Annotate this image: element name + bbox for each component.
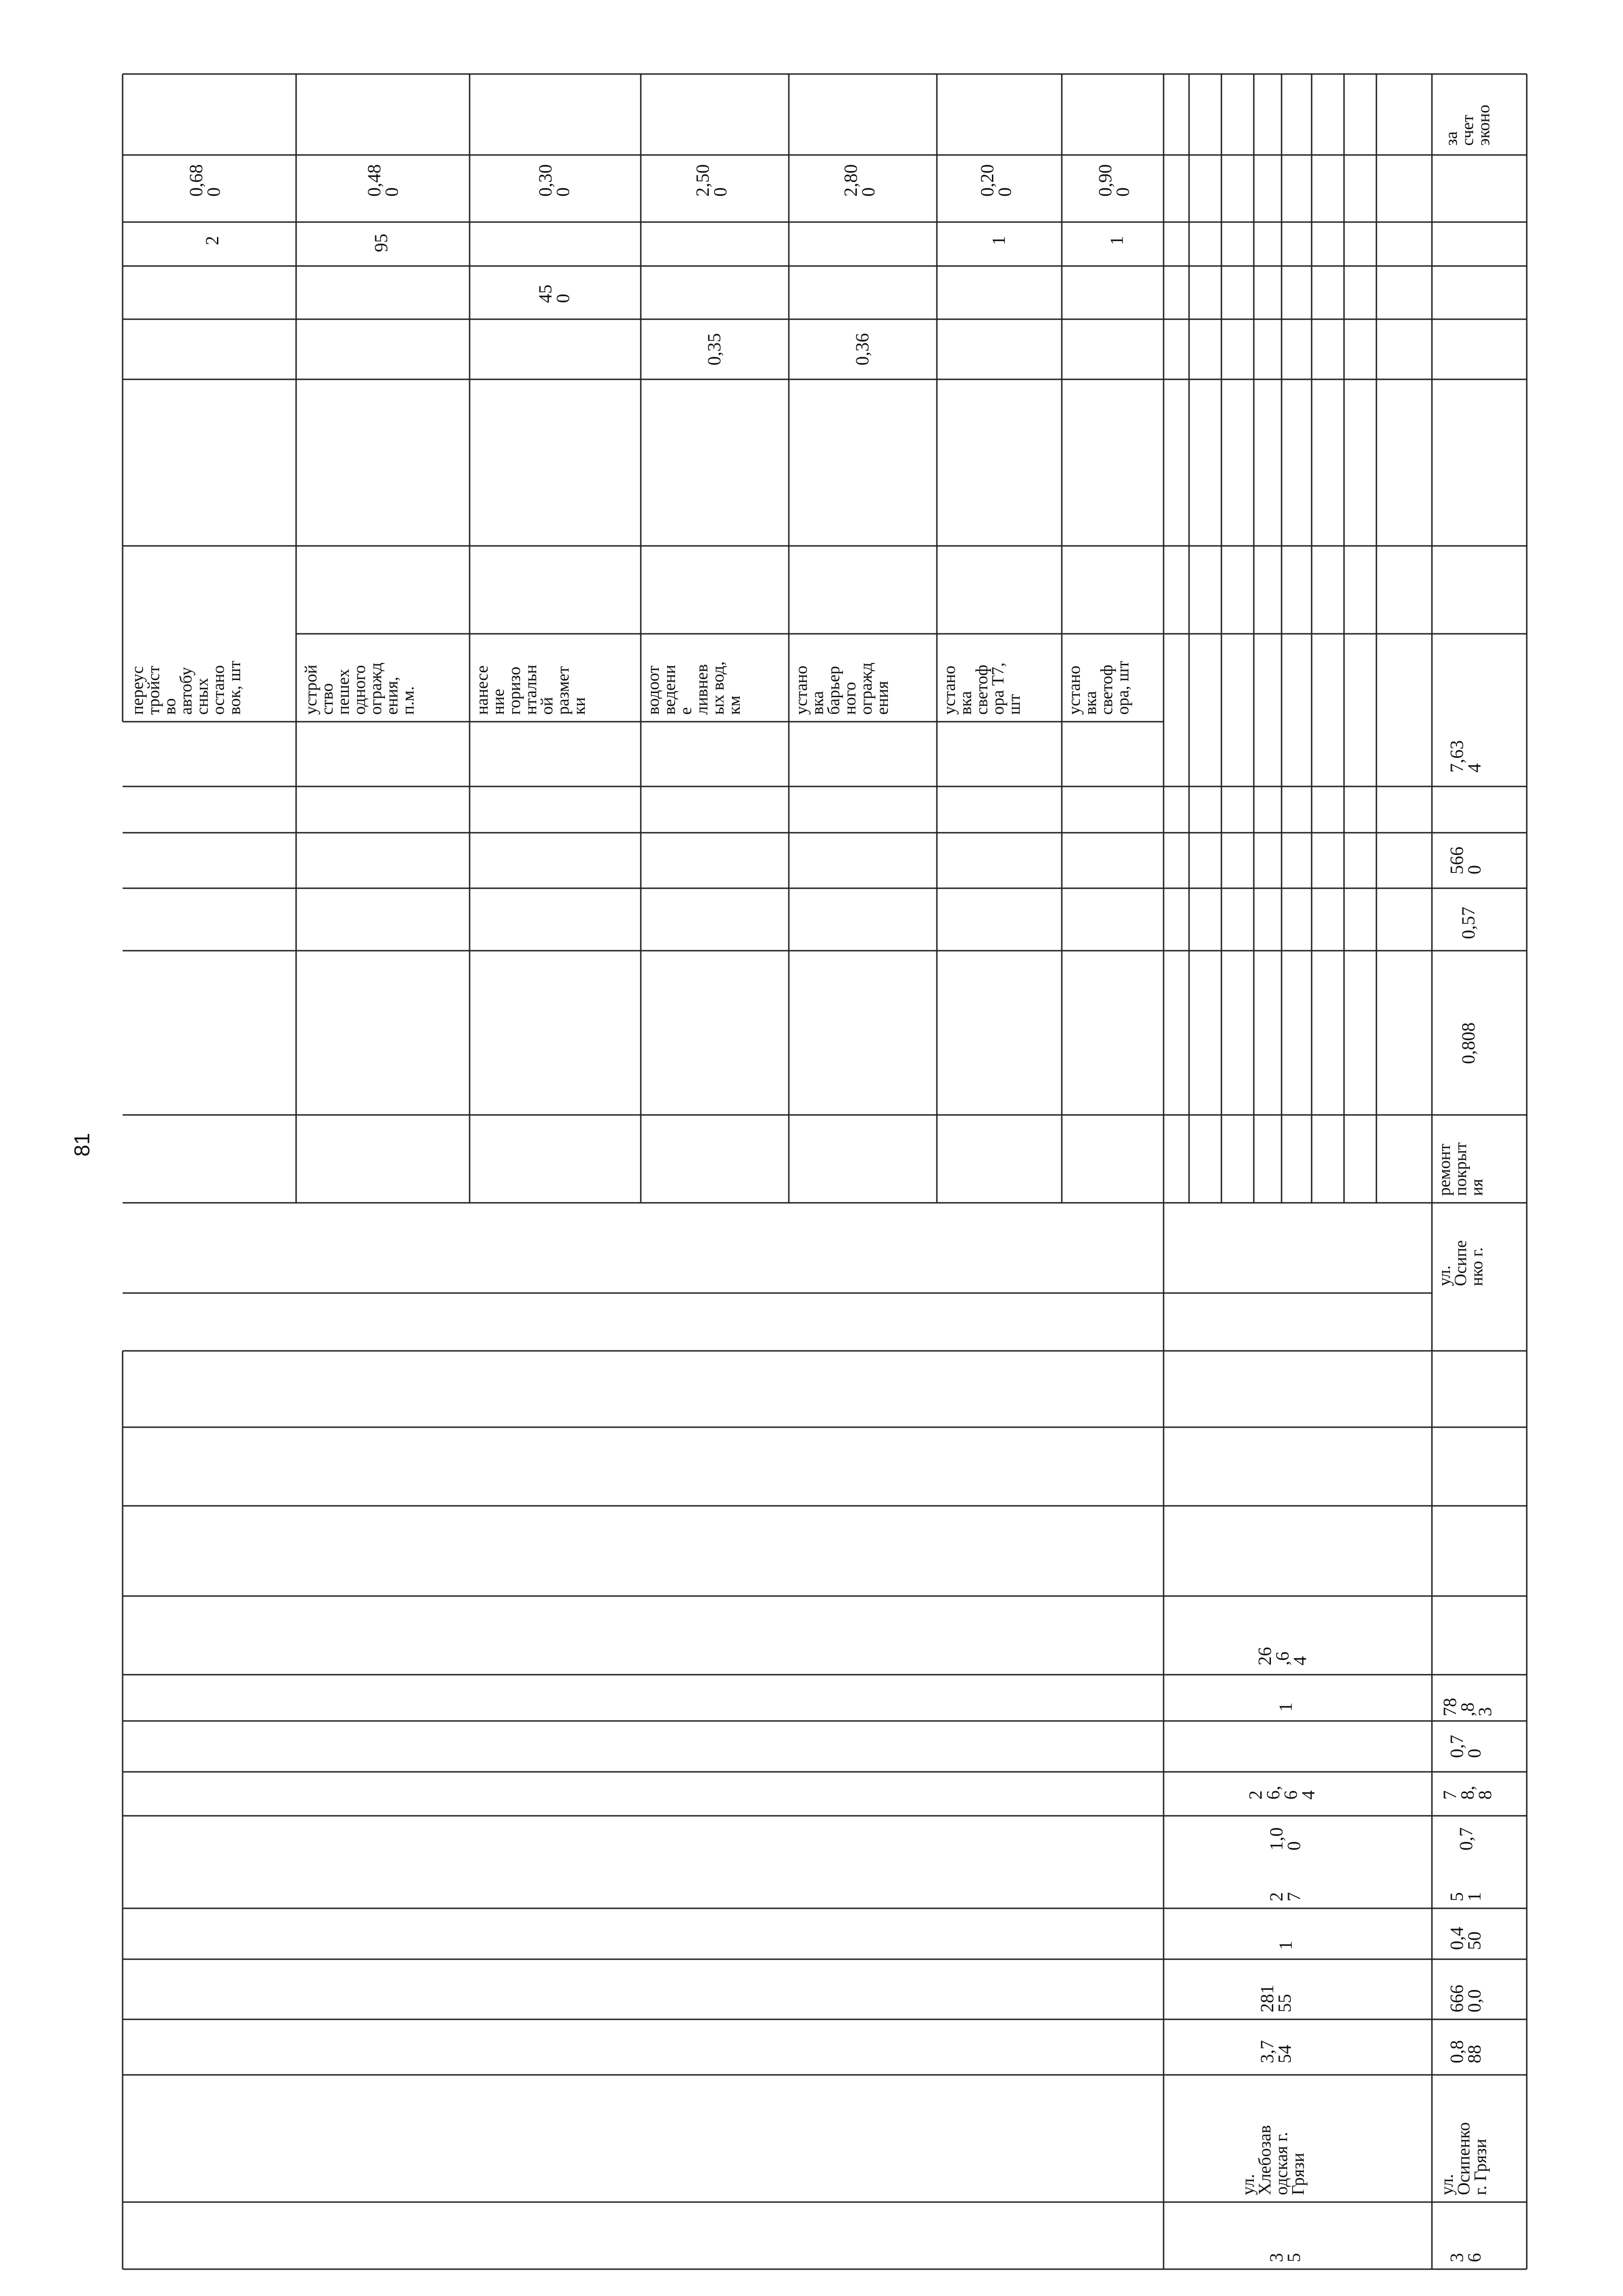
- cost-cell: 0,68 0: [186, 164, 224, 197]
- work-type-cell: устано вка барьер ного огражд ения: [792, 662, 892, 715]
- quantity-cell: 45 0: [535, 285, 573, 303]
- length-cell: 0,808: [1458, 1022, 1479, 1064]
- street-cell: ул. Хлебозав одская г. Грязи: [1239, 2125, 1308, 2195]
- row-number: 3 6: [1446, 2253, 1485, 2262]
- value-cell: 26 ,6 4: [1254, 1647, 1310, 1665]
- work-type-cell: переус тройст во автобу сных остано вок, шт: [128, 661, 244, 715]
- value-cell: 0,8 88: [1446, 2040, 1485, 2063]
- length-cell: 0,35: [704, 333, 725, 365]
- work-type-cell: устано вка светоф ора Т7, шт: [940, 662, 1024, 715]
- work-type-cell: ремонт покрыт ия: [1435, 1142, 1487, 1196]
- row-number: 3 5: [1266, 2253, 1304, 2262]
- area-cell: 566 0: [1446, 847, 1485, 874]
- total-cost-cell: 7,63 4: [1446, 740, 1485, 773]
- work-type-cell: нанесе ние горизо нтальн ой размет ки: [473, 664, 589, 715]
- quantity-cell: 1: [988, 236, 1009, 245]
- value-cell: 3,7 54: [1257, 2040, 1295, 2063]
- street-cell: ул. Осипенко г. Грязи: [1437, 2122, 1490, 2195]
- value-cell: 78 ,8 3: [1439, 1698, 1495, 1716]
- cost-cell: 2,50 0: [692, 164, 731, 197]
- value-cell: 5 1: [1446, 1892, 1485, 1901]
- quantity-cell: 95: [371, 234, 391, 252]
- work-type-cell: устрой ство пешех одного огражд ения, п.м.: [302, 662, 418, 715]
- cost-cell: 0,90 0: [1095, 164, 1133, 197]
- cost-cell: 0,30 0: [535, 164, 573, 197]
- value-cell: 1: [1275, 1941, 1296, 1950]
- length-cell: 0,57: [1458, 907, 1479, 939]
- value-cell: 0,4 50: [1446, 1927, 1485, 1950]
- cost-cell: 0,20 0: [977, 164, 1015, 197]
- length-cell: 0,36: [852, 333, 873, 365]
- work-type-cell: водоот ведени е ливнев ых вод, км: [644, 661, 744, 715]
- value-cell: 1,0 0: [1266, 1827, 1304, 1850]
- value-cell: 0,7 0: [1446, 1735, 1485, 1758]
- quantity-cell: 1: [1106, 236, 1127, 245]
- funding-note: за счет эконо: [1442, 105, 1493, 146]
- work-type-cell: устано вка светоф ора, шт: [1065, 661, 1133, 715]
- value-cell: 0,7: [1456, 1827, 1476, 1850]
- value-cell: 2 6, 6 4: [1245, 1786, 1319, 1800]
- value-cell: 2 7: [1266, 1892, 1304, 1901]
- value-cell: 7 8, 8: [1439, 1786, 1495, 1800]
- cost-cell: 2,80 0: [840, 164, 879, 197]
- cost-cell: 0,48 0: [364, 164, 402, 197]
- value-cell: 666 0,0: [1446, 1985, 1485, 2012]
- page-number: 81: [70, 1133, 94, 1157]
- value-cell: 281 55: [1257, 1985, 1295, 2012]
- street-cell: ул. Осипе нко г.: [1435, 1240, 1487, 1286]
- quantity-cell: 2: [202, 236, 223, 245]
- value-cell: 1: [1275, 1702, 1296, 1712]
